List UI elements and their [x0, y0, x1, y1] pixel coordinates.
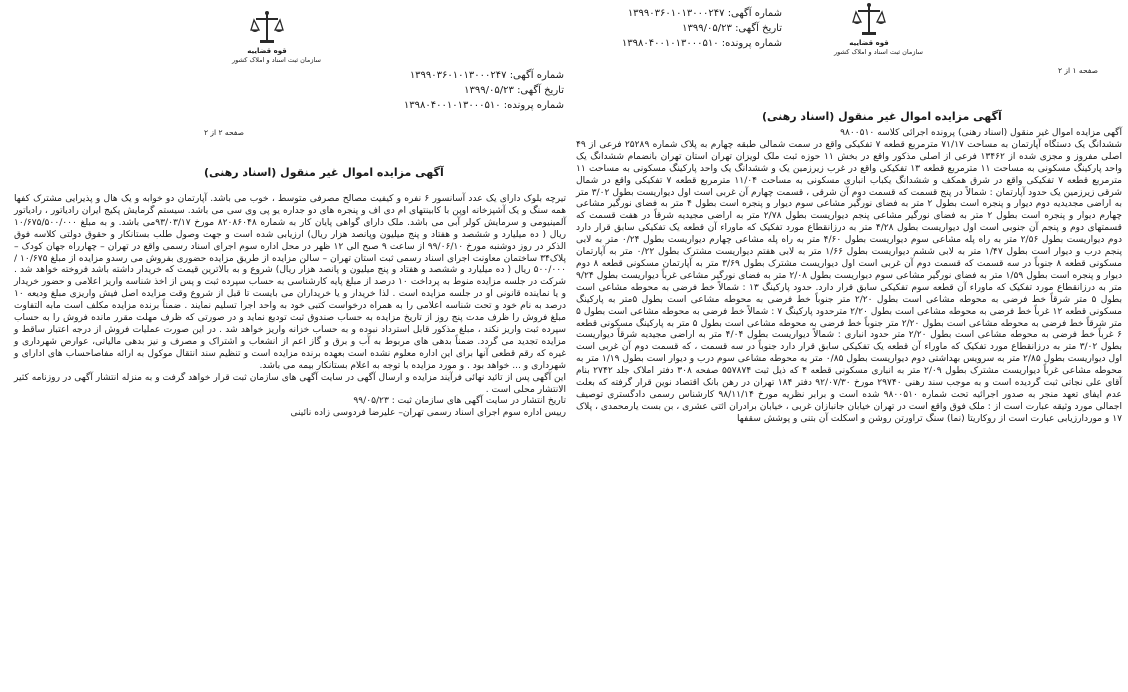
- notice-date: ۱۳۹۹/۰۵/۲۳: [682, 23, 732, 34]
- scales-of-justice-icon: [250, 10, 284, 46]
- notice-metadata: [354, 68, 564, 113]
- notice-date-label: تاریخ آگهی:: [735, 23, 782, 34]
- scales-of-justice-icon: [852, 2, 886, 38]
- body-paragraph: ششدانگ یک دستگاه آپارتمان به مساحت ۷۱/۱۷ مترمربع قطعه ۷ تفکیکی واقع در سمت شمالی طبقه چهارم به پلاک شماره ۲۵۲۸۹ فرعی از ۴۹ اصلی مفروز و مجزی شده از ۱۳۴۶۲ فرعی از اصلی مذکور واقع در بخش ۱۱ حوزه ثبت ملک لویزان تهران استان تهران بانضمام ششدانگ یک واحد پارکینگ مسکونی به مساحت ۱۱ مترمربع قطعه ۱۳ تفکیکی واقع در غرب زیرزمین یک و ششدانگ یک واحد پارکینگ مسکونی به مساحت ۱۱ مترمربع قطعه ۷ تفکیکی واقع در شرق همکف و ششدانگ یکباب انباری مسکونی به مساحت ۱۱/۰۴ مترمربع قطعه ۷ تفکیکی واقع در شمال شرقی زیرزمین یک حدود آپارتمان : شمالاً در پنج قسمت که قسمت دوم آن شرقی ، قسمت چهارم آن غربی است اول دیواریست بطول ۳/۰۲ متر به اراضی مجدیدیه دوم دیوار و پنجره است بطول ۲ متر به فضای نورگیر مشاعی سوم دیوار و پنجره است بطول ۴ متر به فضای نورگیر مشاعی چهارم دیوار و پنجره است بطول ۲ متر به فضای نورگیر مشاعی پنجم دیواریست بطول ۲/۷۸ متر به اراضی مجیدیه شرقاً در هفت قسمت که قسمتهای دوم و پنجم آن جنوبی است اول دیواریست بطول ۴/۲۸ متر به درزانقطاع مورد تفکیک که ماوراء آن قطعه یک تفکیکی سابق قرار دارد دوم دیواریست بطول ۲/۵۶ متر به راه پله مشاعی سوم دیواریست بطول ۴/۶۰ متر به راه پله مشاعی چهارم دیواریست بطول ۰/۲۴ متر به لابی پنجم درب و دیوار است بطول ۱/۴۷ متر به لابی ششم دیواریست بطول ۱/۶۶ متر به لابی هفتم دیواریست مشترک بطول ۰/۲۲ متر به آپارتمان مسکونی قطعه ۸ جنوباً در سه قسمت که قسمت دوم آن غربی است اول دیواریست مشترک بطول ۳/۶۹ متر به آپارتمان مسکونی قطعه ۸ دوم دیوار و پنجره است بطول ۱/۵۹ متر به فضای نورگیر مشاعی سوم دیواریست بطول ۲/۰۸ متر به فضای نورگیر مشاعی غرباً دیواریست بطول ۹/۲۴ متر به درزانقطاع مورد تفکیک که ماوراء آن قطعه سوم تفکیکی سابق قرار دارد. حدود پارکینگ ۱۳ : شمالاً خط فرضی به محوطه مشاعی است بطول ۵ متر شرقاً خط فرضی به محوطه مشاعی است بطول ۲/۲۰ متر جنوباً خط فرضی به محوطه مشاعی است بطول ۵متر به پارکینگ مسکونی قطعه ۱۲ غرباً خط فرضی به محوطه مشاعی است بطول ۲/۲۰ مترحدود پارکینگ ۷ : شمالاً خط فرضی به محوطه مشاعی است بطول ۵ متر شرقاً خط فرضی به محوطه مشاعی است بطول ۲/۲۰ متر جنوباً خط فرضی به محوطه مشاعی است بطول ۵ متر به پارکینگ مسکونی قطعه ۶ غرباً خط فرضی به محوطه مشاعی است بطول ۲/۲۰ متر حدود انباری : شمالاً دیواریست بطول ۴/۰۴ متر به اراضی مجیدیه شرقاً دیواریست بطول ۳/۰۲ متر به درزانقطاع مورد تفکیک که ماوراء آن قطعه یک تفکیکی سابق قرار دارد جنوباً در سه قسمت ، که قسمت دوم آن غربی است اول دیواریست بطول ۲/۸۵ متر به سرویس بهداشتی دوم دیواریست بطول ۰/۸۵ متر به محوطه مشاعی سوم درب و دیوار است بطول ۱/۱۹ متر به محوطه مشاعی غرباً دیواریست مشترک بطول ۲/۰۹ متر به انباری مسکونی قطعه ۴ که ذیل ثبت ۵۵۷۸۷۴ صفحه ۳۰۸ دفتر املاک جلد ۲۷۴۲ بنام آقای علی نجاتی ثبت گردیده است و به موجب سند رهنی ۲۹۷۴۰ مورخ ۹۲/۰۷/۳۰ دفتر ۱۸۴ تهران در رهن بانک اقتصاد نوین قرار گرفته که بعلت عدم ایفای تعهد منجر به صدور اجرائیه تحت شماره ۹۸۰۰۵۱۰ شده است و برابر نظریه مورخ ۹۸/۱۱/۱۴ کارشناس رسمی دادگستری توصیف اجمالی مورد وثیقه عبارت است از : ملک فوق واقع است در تهران خیابان جانبازان غربی ، خیابان برادران ائتی عشری ، بن بست یارمحمدی ، پلاک ۱۷ و موردارزیابی عبارت است از روکاریتا (نما) سنگ تراورتن روشن و اسکلت آن بتنی و پوشش سقفها: [576, 139, 1123, 424]
- notice-metadata: [572, 6, 782, 51]
- notice-number: ۱۳۹۹۰۳۶۰۱۰۱۳۰۰۰۲۴۷: [627, 8, 725, 19]
- judiciary-emblem: [232, 10, 321, 65]
- notice-number-label: شماره آگهی:: [509, 70, 564, 81]
- page-one: [572, 0, 1128, 692]
- body-paragraph: آگهی مزایده اموال غیر منقول (اسناد رهنی) پرونده اجرائی کلاسه ۹۸۰۰۵۱۰: [840, 128, 1122, 138]
- page-two: [4, 0, 570, 692]
- body-paragraph: این آگهی پس از تائید نهائی فرآیند مزایده و ارسال آگهی در سایت آگهی های سازمان ثبت قرار خواهد گرفت و به منزله انتشار آگهی در روزنامه کثیر الانتشار محلی است .: [14, 372, 566, 395]
- publication-date: تاریخ انتشار در سایت آگهی های سازمان ثبت : ۹۹/۰۵/۲۳: [353, 396, 566, 407]
- notice-title: آگهی مزایده اموال غیر منقول (اسناد رهنی): [762, 110, 1002, 123]
- notice-body: [576, 128, 1122, 426]
- notice-number: ۱۳۹۹۰۳۶۰۱۰۱۳۰۰۰۲۴۷: [409, 70, 507, 81]
- emblem-organization: سازمان ثبت اسناد و املاک کشور: [834, 48, 923, 56]
- notice-title: آگهی مزایده اموال غیر منقول (اسناد رهنی): [204, 166, 444, 179]
- emblem-caption: قوه قضاییه: [849, 39, 889, 47]
- file-number: ۱۳۹۸۰۴۰۰۱۰۱۳۰۰۰۵۱۰: [621, 38, 719, 49]
- body-paragraph: تیرچه بلوک دارای یک عدد آسانسور ۶ نفره و کیفیت مصالح مصرفی متوسط ، خوب می باشد. آپارتمان دو خوابه و یک هال و پذیرایی مشترک کفها همه سنگ و یک آشپزخانه اوپن با کابینتهای ام دی اف و پنجره های دو جداره یو پی وی سی می باشد. سیستم گرمایش پکیج ایران رادیاتور ، رادیاتور آلمینیومی و سرمایش کولر آبی می باشد. ملک دارای گواهی پایان کار به شماره ۸۲۰۸۶۰۴۸ مورخ ۹۳/۰۳/۱۷می باشد. و به مبلغ ۱۰/۶۷۵/۵۰۰/۰۰۰ ریال ( ده میلیارد و ششصد و هفتاد و پنج میلیون وپانصد هزار ریال) ارزیابی شده است و جهت وصول طلب بستانکار و حقوق دولتی کلاسه فوق الذکر در روز دوشنبه مورخ ۹۹/۰۶/۱۰ از ساعت ۹ صبح الی ۱۲ ظهر در محل اداره سوم اجرای اسناد رسمی واقع در تهران – چهارراه جهان کودک – پلاک۳۴ ساختمان معاونت اجرای اسناد رسمی ثبت استان تهران – سالن مزایده از طریق مزایده حضوری بفروش می رسدو مزایده از مبلغ ۱۰/۶۷۵ /۵۰۰/۰۰۰ ریال ( ده میلیارد و ششصد و هفتاد و پنج میلیون و پانصد هزار ریال) شروع و به بالاترین قیمت که خریدار داشته باشد فروخته خواهد شد . شرکت در جلسه مزایده منوط به پرداخت ۱۰ درصد از مبلغ پایه کارشناسی به حساب سپرده ثبت و پس از اخذ شناسه واریز اعلامی و حضور خریدار و یا نماینده قانونی او در جلسه مزایده است . لذا خریدار و یا خریداران می بایست تا قبل از شروع وقت مزایده اصل فیش واریزی مبلغ ودیعه ۱۰ درصد به نام خود و تحت شناسه اعلامی را به همراه درخواست کتبی خود به واحد اجرا تسلیم نمایند . ضمناً برنده مزایده مکلف است مابه التفاوت مبلغ فروش را ظرف مدت پنج روز از تاریخ مزایده به حساب صندوق ثبت تودیع نماید و در صورتی که ظرف مهلت مقرر مانده فروش را به حساب سپرده ثبت واریز نکند ، مبلغ مذکور قابل استرداد نبوده و به حساب خزانه واریز خواهد شد . در این صورت عملیات فروش از درجه اعتبار ساقط و مزایده تجدید می گردد. ضمناً بدهی های مربوط به آب و برق و گاز اعم از انشعاب و اشتراک و مصرف و نیز بدهی مالیاتی، عوارض شهرداری و غیره که رقم قطعی آنها برای این اداره معلوم نشده است بعهده برنده مزایده است و تنظیم سند انتقال موکول به ارائه مفاصاحساب های ادارای و شهرداری و ... خواهد بود . و مورد مزایده با توجه به اعلام بستانکار بیمه می باشد.: [14, 194, 567, 371]
- judiciary-emblem: [834, 2, 923, 57]
- page-number: صفحه ۲ از ۲: [204, 128, 244, 137]
- emblem-organization: سازمان ثبت اسناد و املاک کشور: [232, 56, 321, 64]
- emblem-caption: قوه قضاییه: [247, 47, 287, 55]
- notice-number-label: شماره آگهی:: [727, 8, 782, 19]
- page-number: صفحه ۱ از ۲: [1058, 66, 1098, 75]
- notice-date-label: تاریخ آگهی:: [517, 85, 564, 96]
- file-number: ۱۳۹۸۰۴۰۰۱۰۱۳۰۰۰۵۱۰: [403, 100, 501, 111]
- notice-date: ۱۳۹۹/۰۵/۲۳: [464, 85, 514, 96]
- file-number-label: شماره پرونده:: [721, 38, 782, 49]
- signatory: رییس اداره سوم اجرای اسناد رسمی تهران– علیرضا فردوسی زاده نائینی: [290, 408, 566, 419]
- notice-body: [14, 194, 566, 420]
- file-number-label: شماره پرونده:: [503, 100, 564, 111]
